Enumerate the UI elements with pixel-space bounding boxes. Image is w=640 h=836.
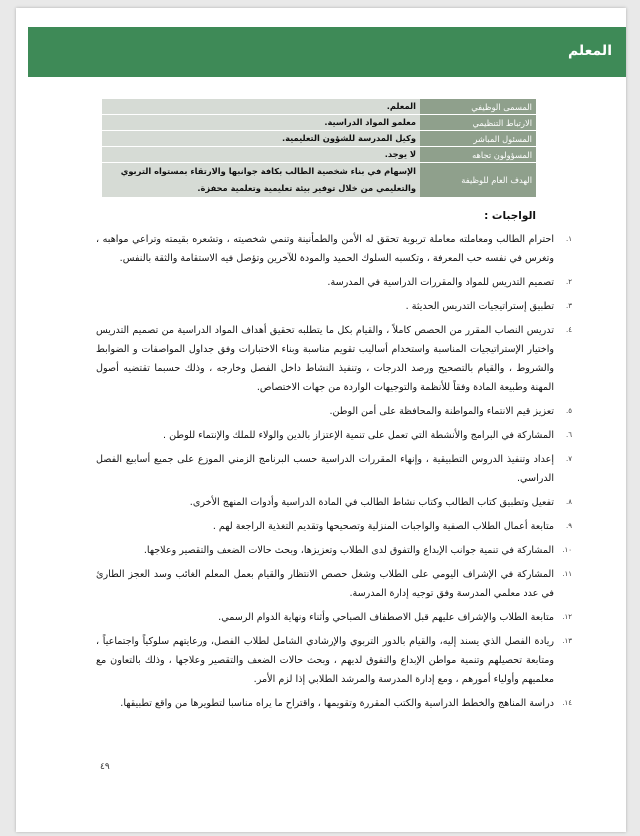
item-text: متابعة أعمال الطلاب الصفية والواجبات المنزلية وتصحيحها وتقديم التغذية الراجعة لهم . — [212, 521, 554, 532]
list-item — [96, 608, 572, 627]
job-info-table — [102, 99, 536, 198]
item-number: ١١. — [562, 570, 572, 578]
item-text: تدريس النصاب المقرر من الحصص كاملاً ، والقيام بكل ما يتطلبه تحقيق أهداف المواد الدراسية من تصميم التدريس واختيار الإستراتيجيات المناسبة واستخدام أساليب تقويم مناسبة وبناء الاختبارات وفق جداول المواصفات و الضوابط والشروط ، والقيام بالتصحيح ورصد الدرجات ، وتنفيذ النشاط داخل الفصل وخارجه ، وذلك حسبما تقتضيه أصول المهنة وطبيعة المادة وفقاً للأنظمة والتوجيهات الواردة من جهات الاختصاص. — [96, 325, 554, 393]
document-page — [16, 8, 626, 832]
list-item — [96, 297, 572, 316]
item-number: ٢. — [566, 278, 572, 286]
list-item — [96, 273, 572, 292]
info-row — [102, 99, 536, 115]
item-number: ١. — [566, 235, 572, 243]
page-number: ٤٩ — [100, 762, 110, 772]
info-row — [102, 131, 536, 147]
info-row — [102, 147, 536, 163]
item-text: دراسة المناهج والخطط الدراسية والكتب المقررة وتقويمها ، واقتراح ما يراه مناسبا لتطويرها من واقع تطبيقها. — [120, 698, 554, 709]
section-title: المعلم — [567, 43, 612, 59]
info-row — [102, 115, 536, 131]
info-label: المسئول المباشر — [420, 131, 536, 147]
item-number: ٦. — [566, 431, 572, 439]
info-value: لا يوجد. — [102, 147, 420, 163]
duties-list — [96, 230, 572, 713]
item-text: متابعة الطلاب والإشراف عليهم قبل الاصطفاف الصباحي وأثناء ونهاية الدوام الرسمي. — [218, 612, 554, 623]
item-number: ١٢. — [562, 613, 572, 621]
duties-heading: الواجبات : — [484, 210, 536, 222]
item-number: ٤. — [566, 326, 572, 334]
list-item — [96, 321, 572, 397]
info-value: الإسهام في بناء شخصية الطالب بكافة جوانبها والارتقاء بمستواه التربوي والتعليمي من خلال توفير بيئة تعليمية وتعلمية محفزة. — [102, 163, 420, 198]
info-value: المعلم. — [102, 99, 420, 115]
item-text: احترام الطالب ومعاملته معاملة تربوية تحقق له الأمن والطمأنينة وتنمي شخصيته ، وتشعره بقيمته وتراعي مواهبه ، وتغرس في نفسه حب المعرفة ، وتكسبه السلوك الحميد والمودة للآخرين وتؤصل فيه الاستقامة والثقة بالنفس. — [96, 234, 554, 264]
item-text: المشاركة في الإشراف اليومي على الطلاب وشغل حصص الانتظار والقيام بعمل المعلم الغائب وسد العجز الطارئ في عدد معلمي المدرسة وفق توجيه إدارة المدرسة. — [96, 569, 554, 599]
item-text: المشاركة في البرامج والأنشطة التي تعمل على تنمية الإعتزاز بالدين والولاء للملك والإنتماء للوطن . — [163, 430, 554, 441]
info-value: وكيل المدرسة للشؤون التعليمية. — [102, 131, 420, 147]
item-number: ٨. — [566, 498, 572, 506]
item-text: ريادة الفصل الذي يسند إليه، والقيام بالدور التربوي والإرشادي الشامل لطلاب الفصل، ورعايتهم سلوكياً واجتماعياً ، ومتابعة تحصيلهم وتنمية مواطن الإبداع والتفوق لديهم ، وبحث حالات الضعف والتقصير وعلاجها ، وذلك بالتعاون مع معلميهم وأولياء أمورهم ، ومع إدارة المدرسة والمرشد الطلابي إذا لزم الأمر. — [96, 636, 554, 685]
info-label: الارتباط التنظيمي — [420, 115, 536, 131]
item-text: تعزيز قيم الانتماء والمواطنة والمحافظة على أمن الوطن. — [329, 406, 554, 417]
item-number: ٥. — [566, 407, 572, 415]
item-number: ٣. — [566, 302, 572, 310]
section-header — [28, 27, 626, 77]
item-text: المشاركة في تنمية جوانب الإبداع والتفوق لدى الطلاب وتعزيزها، وبحث حالات الضعف والتقصير وعلاجها. — [143, 545, 554, 556]
item-text: تفعيل وتطبيق كتاب الطالب وكتاب نشاط الطالب في المادة الدراسية وأدوات المنهج الأخرى. — [189, 497, 554, 508]
item-number: ٩. — [566, 522, 572, 530]
info-row — [102, 163, 536, 198]
list-item — [96, 694, 572, 713]
item-number: ١٠. — [562, 546, 572, 554]
list-item — [96, 402, 572, 421]
info-value: معلمو المواد الدراسية. — [102, 115, 420, 131]
item-number: ٧. — [566, 455, 572, 463]
list-item — [96, 450, 572, 488]
list-item — [96, 632, 572, 689]
info-label: المسمى الوظيفي — [420, 99, 536, 115]
list-item — [96, 426, 572, 445]
item-text: تصميم التدريس للمواد والمقررات الدراسية في المدرسة. — [327, 277, 554, 288]
item-number: ١٤. — [562, 699, 572, 707]
list-item — [96, 517, 572, 536]
info-label: المسؤولون تجاهه — [420, 147, 536, 163]
list-item — [96, 541, 572, 560]
item-number: ١٣. — [562, 637, 572, 645]
item-text: تطبيق إستراتيجيات التدريس الحديثة . — [405, 301, 554, 312]
list-item — [96, 565, 572, 603]
list-item — [96, 493, 572, 512]
info-label: الهدف العام للوظيفة — [420, 163, 536, 198]
list-item — [96, 230, 572, 268]
item-text: إعداد وتنفيذ الدروس التطبيقية ، وإنهاء المقررات الدراسية حسب البرنامج الزمني الموزع على جميع أسابيع الفصل الدراسي. — [96, 454, 554, 484]
